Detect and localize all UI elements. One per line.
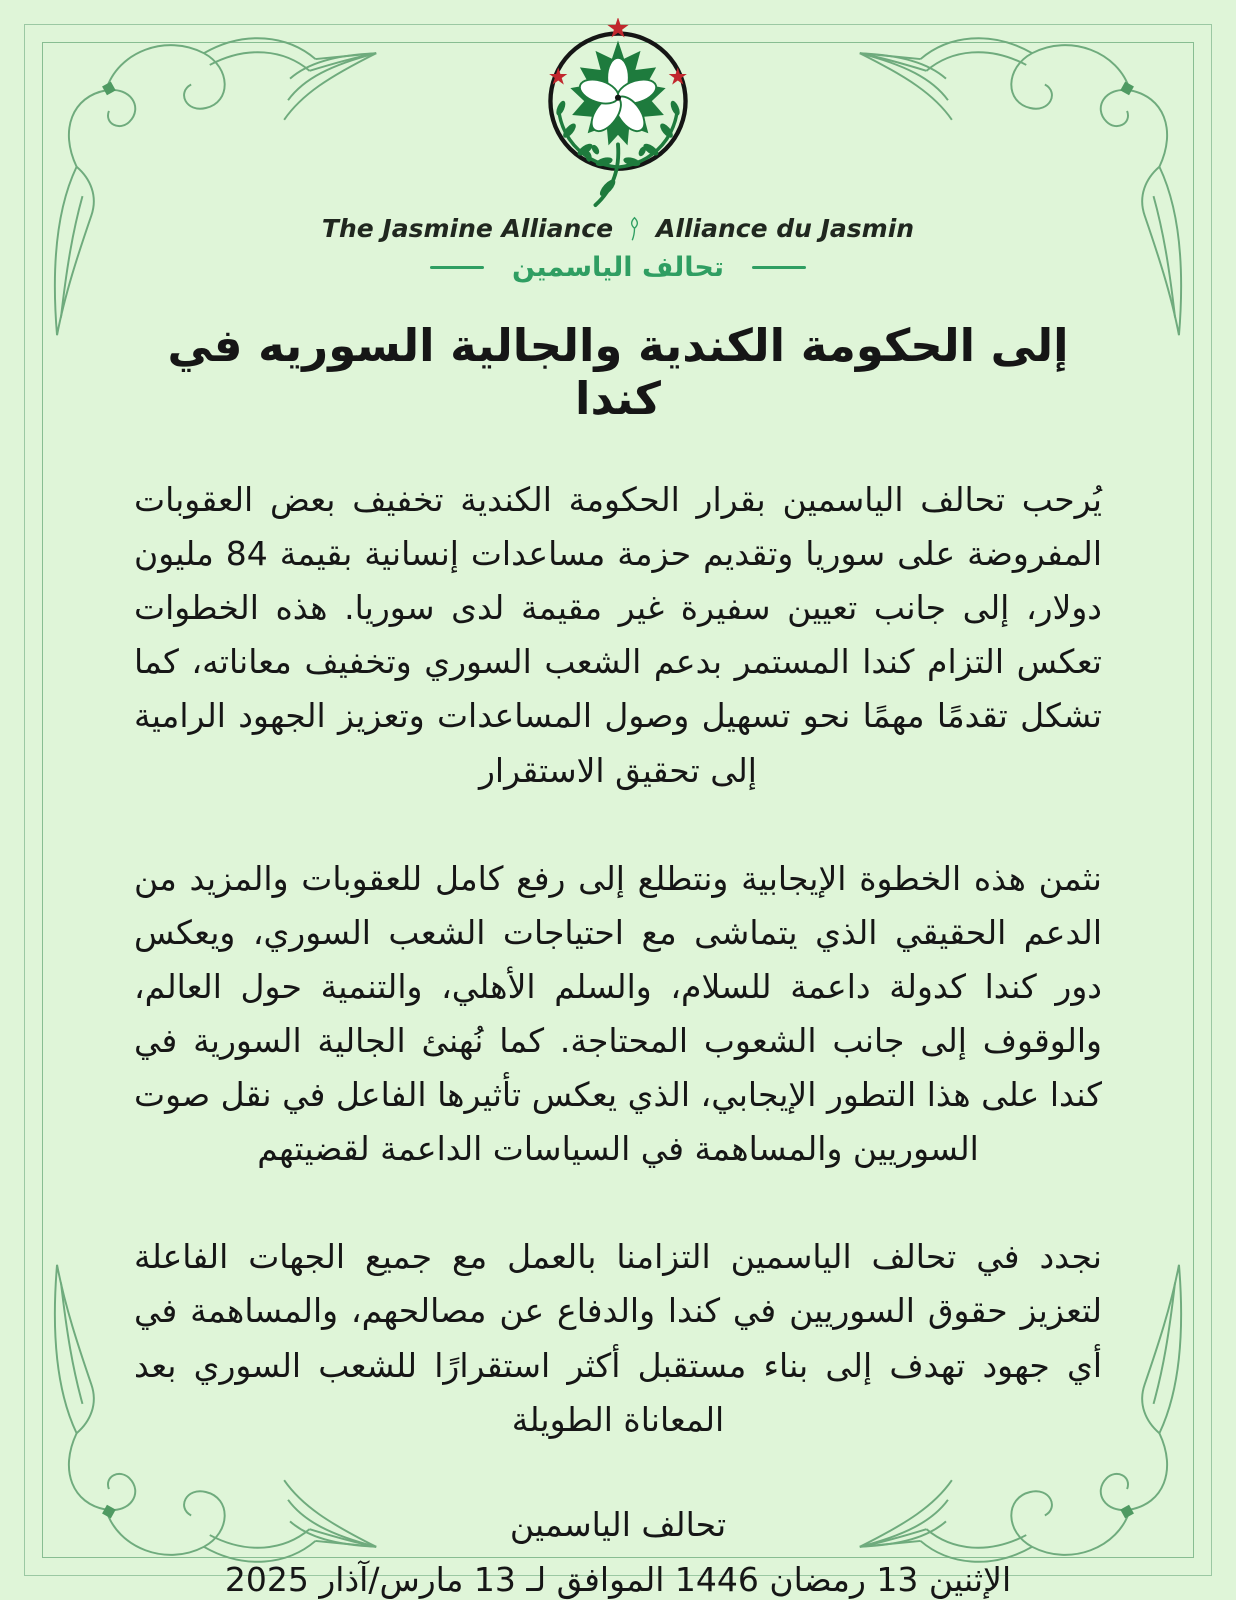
letter-paragraph-2: نثمن هذه الخطوة الإيجابية ونتطلع إلى رفع كامل للعقوبات والمزيد من الدعم الحقيقي الذي يتماشى مع احتياجات الشعب السوري، ويعكس دور كندا كدولة داعمة للسلام، والسلم الأهلي، والتنمية حول العالم، والوقوف إلى جانب الشعوب المحتاجة. كما نُهنئ الجالية السورية في كندا على هذا التطور الإيجابي، الذي يعكس تأثيرها الفاعل في نقل صوت السوريين والمساهمة في السياسات الداعمة لقضيتهم [134, 858, 1102, 1169]
letter-paragraph-3: نجدد في تحالف الياسمين التزامنا بالعمل مع جميع الجهات الفاعلة لتعزيز حقوق السوريين في كندا والدفاع عن مصالحهم، والمساهمة في أي جهود تهدف إلى بناء مستقبل أكثر استقرارًا للشعب السوري بعد المعاناة الطويلة [134, 1237, 1102, 1439]
org-arabic-name-row [0, 252, 1236, 283]
stem-leaf [597, 177, 617, 198]
org-latin-name [0, 214, 1236, 243]
jasmine-alliance-logo [530, 18, 706, 212]
signature-org-name: تحالف الياسمين [509, 1504, 727, 1544]
stem-icon [595, 144, 618, 205]
flower-center-dot [615, 95, 621, 101]
org-name-arabic: تحالف الياسمين [512, 252, 724, 283]
organization-header [0, 0, 1236, 283]
letter-body [134, 319, 1102, 1599]
letter-paragraph-1: يُرحب تحالف الياسمين بقرار الحكومة الكندية تخفيف بعض العقوبات المفروضة على سوريا وتقديم حزمة مساعدات إنسانية بقيمة 84 مليون دولار، إلى جانب تعيين سفيرة غير مقيمة لدى سوريا. هذه الخطوات تعكس التزام كندا المستمر بدعم الشعب السوري وتخفيف معاناته، كما تشكل تقدمًا مهمًا نحو تسهيل وصول المساعدات وتعزيز الجهود الرامية إلى تحقيق الاستقرار [134, 480, 1102, 790]
dash-line-left [430, 266, 484, 269]
org-name-french: Alliance du Jasmin [656, 214, 915, 243]
letter-title: إلى الحكومة الكندية والجالية السوريه في كندا [167, 319, 1069, 425]
org-name-english: The Jasmine Alliance [321, 214, 614, 243]
letter-date: الإثنين 13 رمضان 1446 الموافق لـ 13 مارس/آذار 2025 [224, 1559, 1012, 1599]
jasmine-bud-icon [627, 216, 642, 242]
dash-line-right [752, 266, 806, 269]
